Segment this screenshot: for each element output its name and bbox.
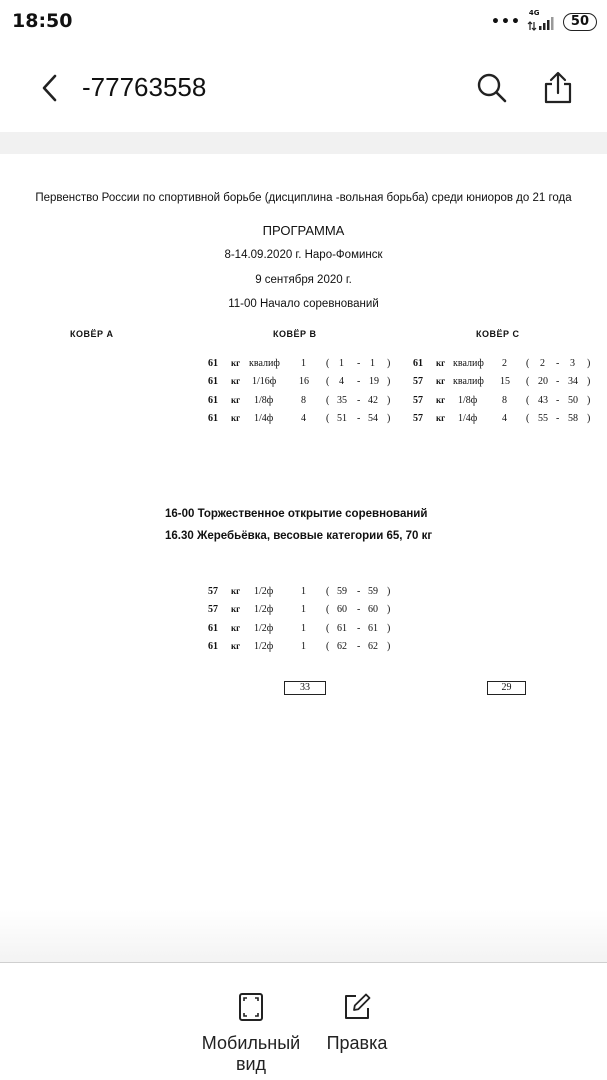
round-cell: 1/16ф [252, 376, 277, 387]
mat-b-header: КОВЁР В [273, 329, 317, 339]
status-icons [491, 9, 597, 32]
round-cell: 1/2ф [254, 604, 274, 615]
count-cell: 4 [301, 413, 306, 424]
range-to: 50 [568, 395, 578, 406]
range-from: 4 [339, 376, 344, 387]
battery-indicator: 50 [563, 13, 597, 31]
range-from: 2 [540, 358, 545, 369]
bottom-action-bar [0, 963, 607, 1080]
search-icon [476, 72, 508, 104]
share-icon [542, 71, 574, 105]
range-to: 34 [568, 376, 578, 387]
range-to: 3 [570, 358, 575, 369]
weight-cell: 61 [413, 358, 423, 369]
edit-icon [342, 992, 372, 1022]
range-from: 61 [337, 623, 347, 634]
range-to: 1 [370, 358, 375, 369]
table-row: 61 кг 1/8ф 8 ( 35 - 42 ) 57 кг 1/8ф 8 ( 43 - 50 ) [208, 395, 591, 406]
range-from: 43 [538, 395, 548, 406]
competition-day: 9 сентября 2020 г. [255, 274, 352, 286]
unit-cell: кг [231, 376, 241, 386]
round-cell: 1/8ф [254, 395, 274, 406]
weight-cell: 61 [208, 413, 218, 424]
back-button[interactable] [30, 66, 70, 110]
unit-cell: кг [436, 413, 446, 423]
weight-cell: 61 [208, 623, 218, 634]
range-from: 20 [538, 376, 548, 387]
unit-cell: кг [231, 395, 241, 405]
unit-cell: кг [231, 358, 241, 368]
table-row: 61 кг 1/16ф 16 ( 4 - 19 ) 57 кг квалиф 15 ( 20 - 34 ) [208, 376, 591, 387]
weight-cell: 61 [208, 376, 218, 387]
chevron-left-icon [39, 73, 61, 103]
range-to: 61 [368, 623, 378, 634]
document-title: -77763558 [82, 72, 207, 102]
range-to: 42 [368, 395, 378, 406]
count-cell: 1 [301, 623, 306, 634]
weight-cell: 57 [413, 395, 423, 406]
mat-b-total: 33 [284, 681, 326, 695]
weight-cell: 57 [208, 604, 218, 615]
count-cell: 15 [500, 376, 510, 387]
unit-cell: кг [436, 358, 446, 368]
table-row: 61 кг квалиф 1 ( 1 - 1 ) 61 кг квалиф 2 ( 2 - 3 ) [208, 358, 591, 369]
range-to: 59 [368, 586, 378, 597]
competition-dates: 8-14.09.2020 г. Наро-Фоминск [224, 249, 383, 261]
start-time: 11-00 Начало соревнований [228, 298, 379, 310]
range-to: 58 [568, 413, 578, 424]
competition-title: Первенство России по спортивной борьбе (дисциплина -вольная борьба) среди юниоров до 21 года [35, 192, 572, 204]
unit-cell: кг [231, 586, 241, 596]
count-cell: 8 [502, 395, 507, 406]
mat-a-header: КОВЁР А [70, 329, 114, 339]
count-cell: 1 [301, 586, 306, 597]
weigh-in-draw: 16.30 Жеребьёвка, весовые категории 65, 70 кг [165, 530, 433, 542]
status-bar [0, 0, 607, 44]
weight-cell: 57 [413, 376, 423, 387]
table-row: 57 кг 1/2ф 1 ( 59 - 59 ) [208, 586, 391, 597]
page-separator [0, 132, 607, 154]
round-cell: квалиф [453, 376, 484, 387]
count-cell: 4 [502, 413, 507, 424]
unit-cell: кг [436, 395, 446, 405]
round-cell: 1/2ф [254, 641, 274, 652]
app-bar [0, 48, 607, 130]
round-cell: 1/2ф [254, 586, 274, 597]
count-cell: 1 [301, 358, 306, 369]
table-row: 61 кг 1/2ф 1 ( 61 - 61 ) [208, 623, 391, 634]
range-from: 35 [337, 395, 347, 406]
count-cell: 8 [301, 395, 306, 406]
count-cell: 1 [301, 641, 306, 652]
edit-button[interactable] [318, 991, 396, 1054]
mobile-view-label: Мобильный вид [201, 1033, 301, 1074]
range-to: 62 [368, 641, 378, 652]
round-cell: 1/4ф [458, 413, 478, 424]
opening-ceremony: 16-00 Торжественное открытие соревнований [165, 508, 428, 520]
range-from: 59 [337, 586, 347, 597]
range-to: 54 [368, 413, 378, 424]
count-cell: 2 [502, 358, 507, 369]
table-row: 61 кг 1/4ф 4 ( 51 - 54 ) 57 кг 1/4ф 4 ( 55 - 58 ) [208, 413, 591, 424]
mobile-view-icon [238, 992, 264, 1022]
round-cell: квалиф [453, 358, 484, 369]
mat-c-header: КОВЁР С [476, 329, 520, 339]
round-cell: 1/4ф [254, 413, 274, 424]
unit-cell: кг [436, 376, 446, 386]
weight-cell: 61 [208, 641, 218, 652]
range-to: 60 [368, 604, 378, 615]
document-fade [0, 910, 607, 962]
share-button[interactable] [536, 66, 580, 110]
unit-cell: кг [231, 413, 241, 423]
round-cell: 1/2ф [254, 623, 274, 634]
edit-label: Правка [326, 1033, 388, 1053]
unit-cell: кг [231, 604, 241, 614]
mobile-view-button[interactable] [195, 991, 307, 1075]
range-to: 19 [369, 376, 379, 387]
count-cell: 1 [301, 604, 306, 615]
range-from: 51 [337, 413, 347, 424]
document-page[interactable] [0, 154, 607, 930]
weight-cell: 61 [208, 395, 218, 406]
weight-cell: 57 [413, 413, 423, 424]
count-cell: 16 [299, 376, 309, 387]
range-from: 62 [337, 641, 347, 652]
unit-cell: кг [231, 641, 241, 651]
search-button[interactable] [470, 66, 514, 110]
weight-cell: 57 [208, 586, 218, 597]
network-signal-icon [527, 9, 557, 32]
round-cell: 1/8ф [458, 395, 478, 406]
unit-cell: кг [231, 623, 241, 633]
more-dots-icon: ••• [491, 14, 521, 30]
network-type: 4G [528, 9, 540, 17]
program-title: ПРОГРАММА [262, 223, 345, 238]
range-from: 55 [538, 413, 548, 424]
weight-cell: 61 [208, 358, 218, 369]
status-time: 18:50 [12, 10, 73, 32]
range-from: 60 [337, 604, 347, 615]
table-row: 57 кг 1/2ф 1 ( 60 - 60 ) [208, 604, 391, 615]
mat-c-total: 29 [487, 681, 526, 695]
range-from: 1 [339, 358, 344, 369]
table-row: 61 кг 1/2ф 1 ( 62 - 62 ) [208, 641, 391, 652]
round-cell: квалиф [249, 358, 280, 369]
